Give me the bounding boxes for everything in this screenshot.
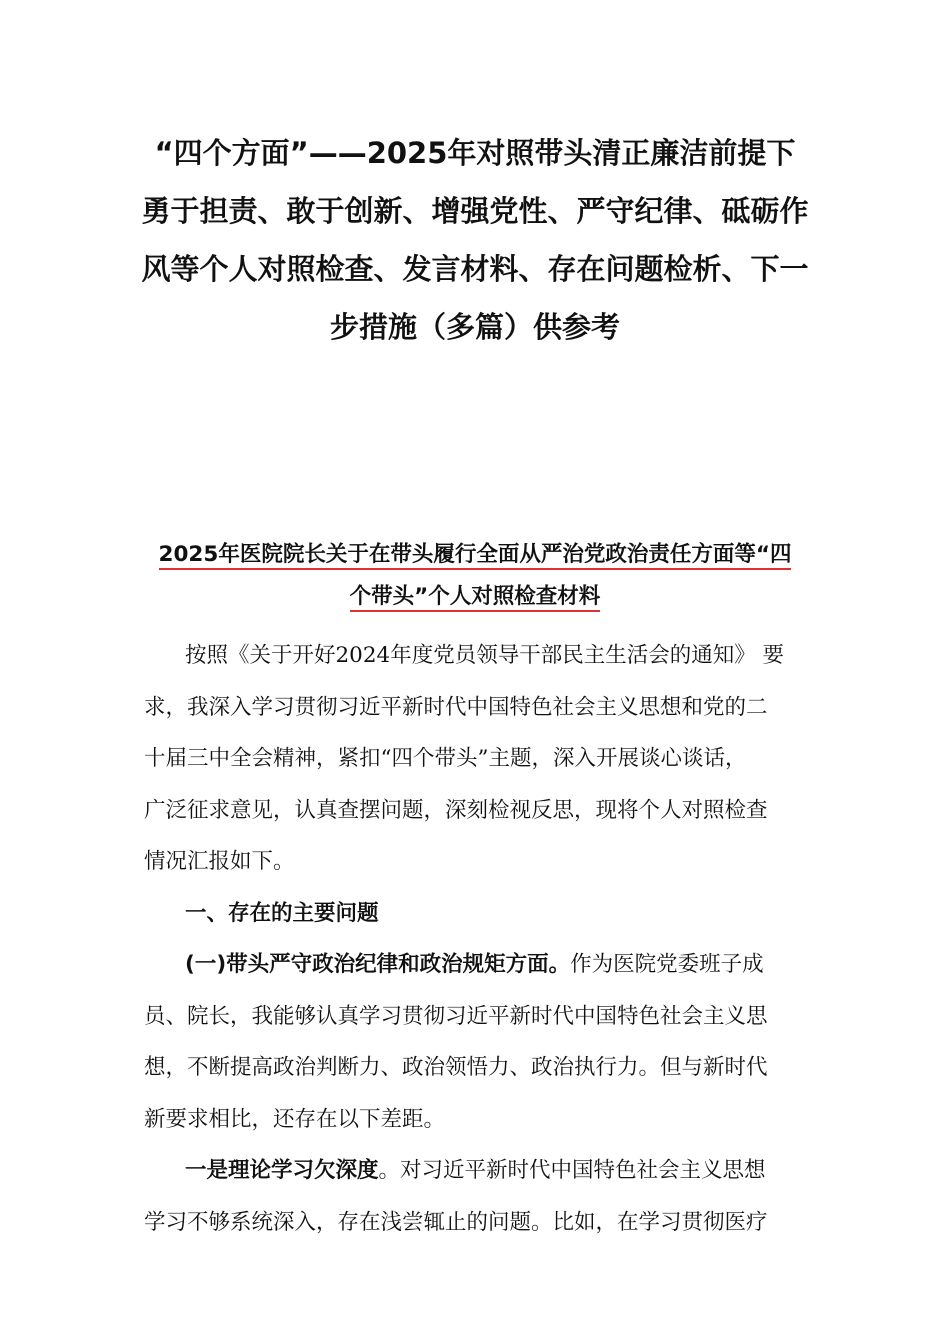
paragraph-line	[144, 939, 810, 991]
paragraph-bold-lead: 一是理论学习欠深度	[185, 1158, 379, 1183]
title-line: 步措施（多篇）供参考	[329, 310, 620, 344]
title-line: “四个方面”——2025年对照带头清正廉洁前提下	[154, 136, 796, 170]
paragraph-line: 员、院长，我能够认真学习贯彻习近平新时代中国特色社会主义思	[144, 1003, 768, 1029]
document-body	[144, 630, 810, 1248]
paragraph-text: 。对习近平新时代中国特色社会主义思想	[378, 1158, 766, 1183]
section-title-line	[140, 534, 810, 576]
paragraph-text: 作为医院党委班子成	[570, 952, 764, 977]
paragraph-line: 广泛征求意见，认真查摆问题，深刻检视反思，现将个人对照检查	[144, 797, 768, 823]
section-title-text: 2025年医院院长关于在带头履行全面从严治党政治责任方面等“四	[159, 542, 792, 570]
paragraph-line: 十届三中全会精神，紧扣“四个带头”主题，深入开展谈心谈话，	[144, 746, 747, 771]
title-line: 风等个人对照检查、发言材料、存在问题检析、下一	[141, 252, 809, 286]
section-title	[140, 534, 810, 618]
paragraph-line: 情况汇报如下。	[144, 849, 295, 874]
paragraph-line: 按照《关于开好2024年度党员领导干部民主生活会的通知》 要	[185, 643, 785, 668]
title-line: 勇于担责、敢于创新、增强党性、严守纪律、砥砺作	[141, 194, 809, 228]
paragraph-line: 想，不断提高政治判断力、政治领悟力、政治执行力。但与新时代	[144, 1055, 768, 1080]
paragraph-line	[144, 1145, 810, 1197]
document-title	[140, 124, 810, 356]
paragraph-line: 新要求相比，还存在以下差距。	[144, 1106, 446, 1132]
section-title-line	[140, 576, 810, 618]
section-title-text: 个带头”个人对照检查材料	[350, 584, 601, 612]
paragraph-bold-lead: (一)带头严守政治纪律和政治规矩方面。	[185, 952, 571, 977]
paragraph-line: 求，我深入学习贯彻习近平新时代中国特色社会主义思想和党的二	[144, 694, 768, 720]
paragraph-line: 学习不够系统深入，存在浅尝辄止的问题。比如，在学习贯彻医疗	[144, 1209, 768, 1235]
section-heading: 一、存在的主要问题	[185, 900, 379, 926]
